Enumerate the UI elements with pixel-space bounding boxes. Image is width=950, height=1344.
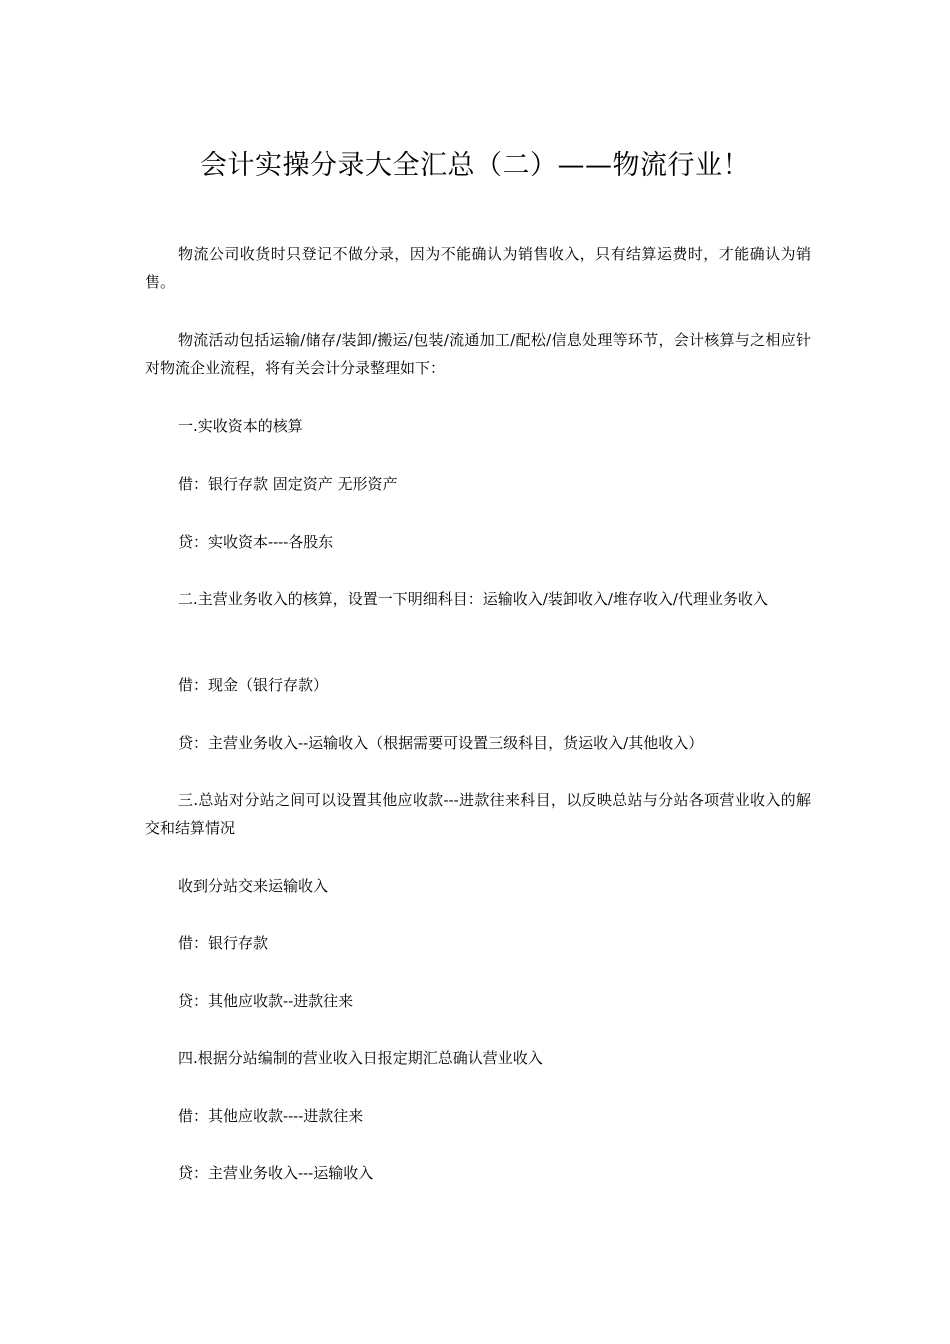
section-heading-3: 三.总站对分站之间可以设置其他应收款---进款往来科目，以反映总站与分站各项营业收入的解交和结算情况 xyxy=(145,791,811,837)
entry-debit-2: 借：现金（银行存款） xyxy=(178,676,329,694)
section-heading-2: 二.主营业务收入的核算，设置一下明细科目：运输收入/装卸收入/堆存收入/代理业务收入 xyxy=(178,590,768,608)
entry-credit-4: 贷：主营业务收入---运输收入 xyxy=(178,1164,374,1182)
entry-credit-2: 贷：主营业务收入--运输收入（根据需要可设置三级科目，货运收入/其他收入） xyxy=(178,734,704,752)
paragraph-overview: 物流活动包括运输/储存/装卸/搬运/包装/流通加工/配松/信息处理等环节，会计核算与之相应针对物流企业流程，将有关会计分录整理如下： xyxy=(145,331,811,377)
entry-debit-4: 借：其他应收款----进款往来 xyxy=(178,1107,364,1125)
sub-heading-3: 收到分站交来运输收入 xyxy=(178,877,329,895)
entry-credit-1: 贷：实收资本----各股东 xyxy=(178,533,334,551)
document-title: 会计实操分录大全汇总（二）——物流行业！ xyxy=(200,150,750,181)
paragraph-intro: 物流公司收货时只登记不做分录，因为不能确认为销售收入，只有结算运费时，才能确认为销售。 xyxy=(145,245,811,291)
entry-debit-3: 借：银行存款 xyxy=(178,934,269,952)
entry-debit-1: 借：银行存款 固定资产 无形资产 xyxy=(178,475,398,493)
section-heading-1: 一.实收资本的核算 xyxy=(178,417,303,435)
section-heading-4: 四.根据分站编制的营业收入日报定期汇总确认营业收入 xyxy=(178,1049,543,1067)
entry-credit-3: 贷：其他应收款--进款往来 xyxy=(178,992,354,1010)
